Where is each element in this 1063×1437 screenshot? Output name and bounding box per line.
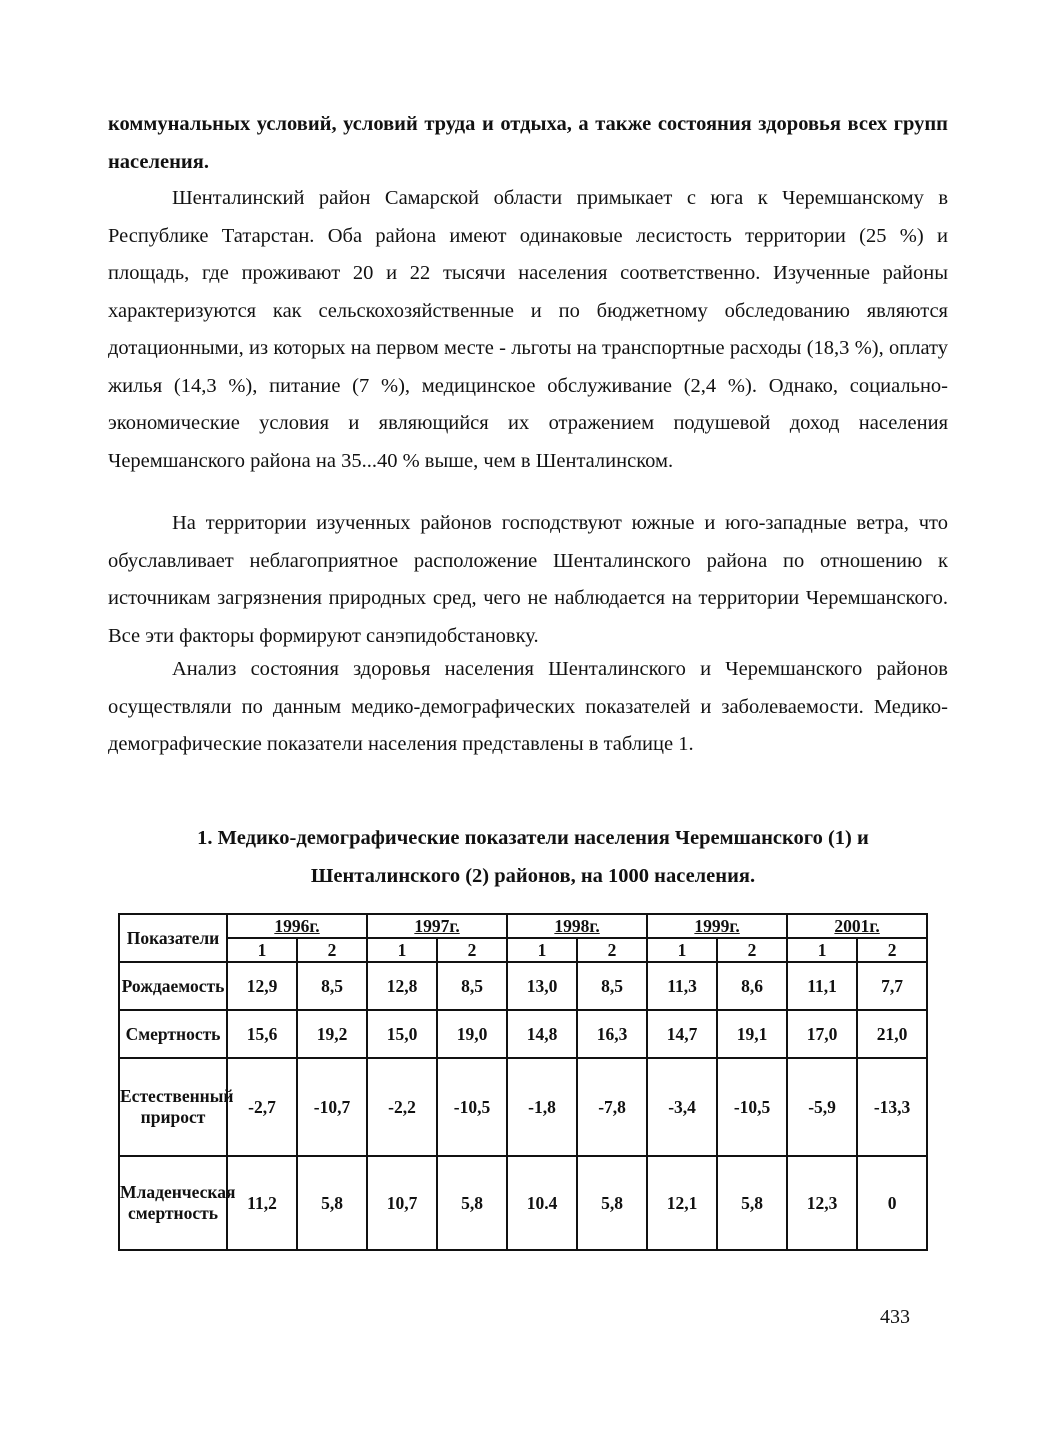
header-district-2: 2	[857, 938, 927, 962]
table-header-districts	[119, 938, 927, 962]
header-district-2: 2	[297, 938, 367, 962]
header-district-1: 1	[787, 938, 857, 962]
table-cell: 15,6	[227, 1010, 297, 1058]
table-cell: 10.4	[507, 1156, 577, 1250]
table-cell: 21,0	[857, 1010, 927, 1058]
table-cell: -5,9	[787, 1058, 857, 1156]
header-district-2: 2	[717, 938, 787, 962]
header-district-1: 1	[227, 938, 297, 962]
table-row	[119, 1156, 927, 1250]
table-cell: 12,9	[227, 962, 297, 1010]
header-year-1998: 1998г.	[507, 914, 647, 938]
table-caption-line-1: 1. Медико-демографические показатели населения Черемшанского (1) и	[197, 827, 869, 849]
header-year-1996: 1996г.	[227, 914, 367, 938]
table-row	[119, 1058, 927, 1156]
header-district-1: 1	[647, 938, 717, 962]
table-cell: 10,7	[367, 1156, 437, 1250]
table-cell: -2,2	[367, 1058, 437, 1156]
header-district-2: 2	[577, 938, 647, 962]
table-row	[119, 1010, 927, 1058]
table-cell: 16,3	[577, 1010, 647, 1058]
table-cell: 7,7	[857, 962, 927, 1010]
paragraph-continuation	[108, 106, 948, 181]
row-label-natural-growth: Естественный прирост	[119, 1058, 227, 1156]
table-cell: 19,0	[437, 1010, 507, 1058]
table-cell: 14,7	[647, 1010, 717, 1058]
table-cell: 13,0	[507, 962, 577, 1010]
table-cell: -1,8	[507, 1058, 577, 1156]
table-cell: 5,8	[577, 1156, 647, 1250]
table-cell: 11,1	[787, 962, 857, 1010]
table-cell: 8,6	[717, 962, 787, 1010]
table-cell: -10,7	[297, 1058, 367, 1156]
table-cell: 12,8	[367, 962, 437, 1010]
row-label-death-rate: Смертность	[119, 1010, 227, 1058]
header-indicators: Показатели	[119, 914, 227, 962]
row-label-infant-mortality: Младенческая смертность	[119, 1156, 227, 1250]
table-cell: -10,5	[437, 1058, 507, 1156]
demographics-table	[118, 913, 928, 1251]
table-caption-line-2: Шенталинского (2) районов, на 1000 населения.	[310, 865, 756, 887]
header-year-1999: 1999г.	[647, 914, 787, 938]
table-cell: 11,2	[227, 1156, 297, 1250]
table-cell: -2,7	[227, 1058, 297, 1156]
table-cell: 19,2	[297, 1010, 367, 1058]
table-cell: 5,8	[717, 1156, 787, 1250]
table-cell: 14,8	[507, 1010, 577, 1058]
paragraph-analysis	[108, 651, 948, 764]
table-cell: -13,3	[857, 1058, 927, 1156]
paragraph-winds	[108, 505, 948, 655]
paragraph-text: коммунальных условий, условий труда и отдыха, а также состояния здоровья всех групп населения.	[108, 113, 948, 173]
paragraph-text: На территории изученных районов господствуют южные и юго-западные ветра, что обуславливает неблагоприятное расположение Шенталинского района по отношению к источникам загрязнения природных сред, чего не наблюдается на территории Черемшанского. Все эти факторы формируют санэпидобстановку.	[108, 512, 948, 647]
page-number: 433	[880, 1306, 910, 1328]
header-year-1997: 1997г.	[367, 914, 507, 938]
table-cell: 17,0	[787, 1010, 857, 1058]
table-cell: 0	[857, 1156, 927, 1250]
header-year-2001: 2001г.	[787, 914, 927, 938]
table-cell: 12,1	[647, 1156, 717, 1250]
paragraph-text: Шенталинский район Самарской области примыкает с юга к Черемшанскому в Республике Татарстан. Оба района имеют одинаковые лесистость территории (25 %) и площадь, где проживают 20 и 22 тысячи населения соответственно. Изученные районы характеризуются как сельскохозяйственные и по бюджетному обследованию являются дотационными, из которых на первом месте - льготы на транспортные расходы (18,3 %), оплату жилья (14,3 %), питание (7 %), медицинское обслуживание (2,4 %). Однако, социально-экономические условия и являющийся их отражением подушевой доход населения Черемшанского района на 35...40 % выше, чем в Шенталинском.	[108, 187, 948, 472]
table-row	[119, 962, 927, 1010]
table-cell: -10,5	[717, 1058, 787, 1156]
table-cell: -3,4	[647, 1058, 717, 1156]
table-cell: 8,5	[577, 962, 647, 1010]
table-cell: 11,3	[647, 962, 717, 1010]
paragraph-districts	[108, 180, 948, 480]
table-cell: -7,8	[577, 1058, 647, 1156]
paragraph-text: Анализ состояния здоровья населения Шенталинского и Черемшанского районов осуществляли по данным медико-демографических показателей и заболеваемости. Медико-демографические показатели населения представлены в таблице 1.	[108, 658, 948, 755]
row-label-birth-rate: Рождаемость	[119, 962, 227, 1010]
table-header-years	[119, 914, 927, 938]
header-district-1: 1	[507, 938, 577, 962]
table-cell: 15,0	[367, 1010, 437, 1058]
header-district-1: 1	[367, 938, 437, 962]
header-district-2: 2	[437, 938, 507, 962]
table-cell: 12,3	[787, 1156, 857, 1250]
table-cell: 8,5	[297, 962, 367, 1010]
table-cell: 5,8	[437, 1156, 507, 1250]
table-cell: 19,1	[717, 1010, 787, 1058]
table-cell: 5,8	[297, 1156, 367, 1250]
table-cell: 8,5	[437, 962, 507, 1010]
